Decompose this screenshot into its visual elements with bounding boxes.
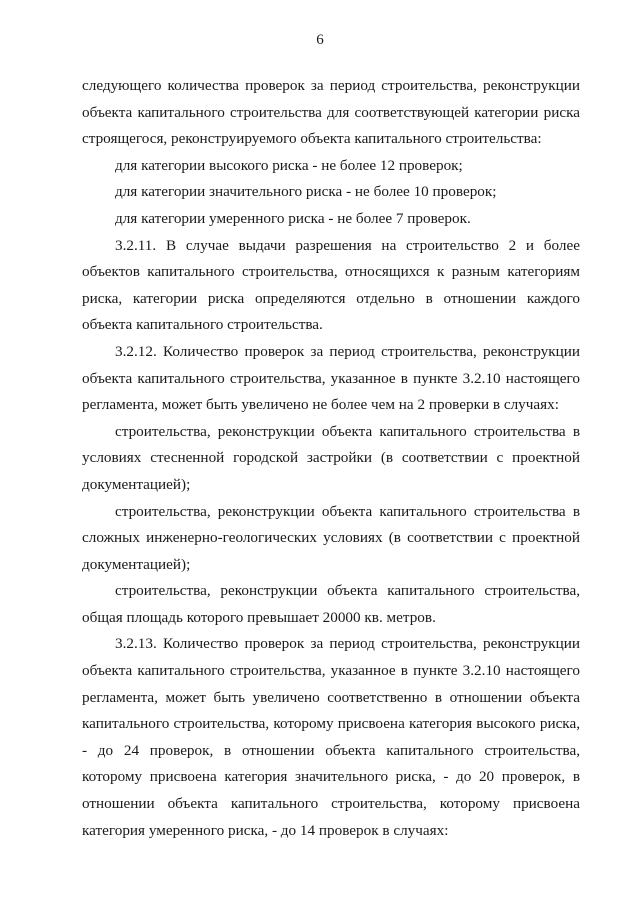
paragraph-continuation: следующего количества проверок за период строительства, реконструкции объекта капитального строительства для соответствующей категории риска строящегося, реконструируемого объекта капитального строительства: (82, 77, 580, 148)
paragraph-geological-conditions: строительства, реконструкции объекта капитального строительства в сложных инженерно-геологических условиях (в соответствии с проектной документацией); (82, 502, 580, 573)
paragraph-dense-development: строительства, реконструкции объекта капитального строительства в условиях стесненной городской застройки (в соответствии с проектной документацией); (82, 422, 580, 493)
document-body (82, 73, 580, 844)
paragraph-moderate-risk: для категории умеренного риска - не более 7 проверок. (115, 209, 471, 227)
paragraph-3-2-13: 3.2.13. Количество проверок за период строительства, реконструкции объекта капитального строительства, указанное в пункте 3.2.10 настоящего регламента, может быть увеличено соответственно в отношении объекта капитального строительства, которому присвоена категория высокого риска, - до 24 проверок, в отношении объекта капитального строительства, которому присвоена категория значительного риска, - до 20 проверок, в отношении объекта капитального строительства, которому присвоена категория умеренного риска, - до 14 проверок в случаях: (82, 635, 580, 839)
paragraph-significant-risk: для категории значительного риска - не более 10 проверок; (115, 183, 497, 201)
page-number: 6 (316, 32, 324, 48)
paragraph-high-risk: для категории высокого риска - не более 12 проверок; (115, 156, 463, 174)
paragraph-3-2-11: 3.2.11. В случае выдачи разрешения на строительство 2 и более объектов капитального строительства, относящихся к разным категориям риска, категории риска определяются отдельно в отношении каждого объекта капитального строительства. (82, 236, 580, 334)
paragraph-large-area: строительства, реконструкции объекта капитального строительства, общая площадь которого превышает 20000 кв. метров. (82, 582, 580, 626)
paragraph-3-2-12: 3.2.12. Количество проверок за период строительства, реконструкции объекта капитального строительства, указанное в пункте 3.2.10 настоящего регламента, может быть увеличено не более чем на 2 проверки в случаях: (82, 342, 580, 414)
